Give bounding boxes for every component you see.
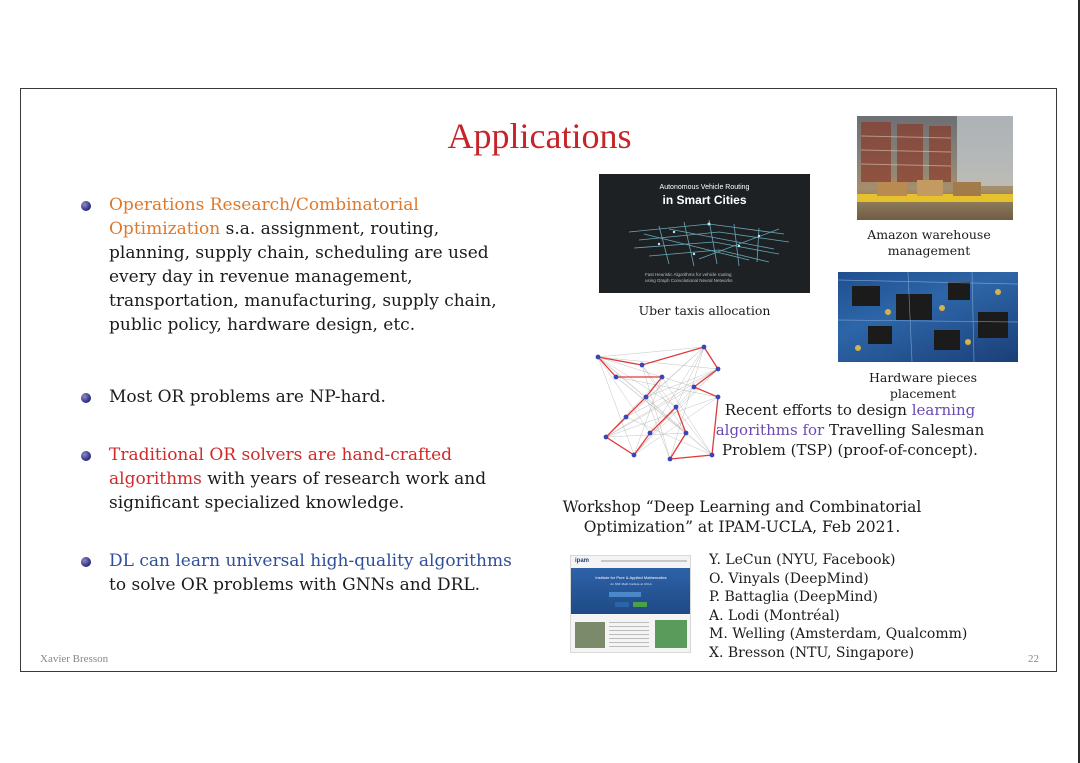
speaker-item: X. Bresson (NTU, Singapore)	[709, 644, 915, 661]
bullet-or-applications	[81, 193, 521, 337]
bullet-text: with years of research work and significant specialized knowledge.	[109, 469, 487, 513]
tsp-text-1: Recent efforts to design	[724, 401, 912, 419]
bullet-icon	[81, 557, 91, 567]
ipam-banner-button-1	[609, 592, 641, 597]
ipam-banner-sub: An NSF Math Institute at UCLA	[610, 582, 652, 586]
hardware-image	[838, 272, 1018, 362]
bullet-highlight: DL can learn universal high-quality algorithms	[109, 551, 512, 571]
bullet-text: Most OR problems are NP-hard.	[109, 387, 386, 407]
bullet-highlight: Traditional OR solvers are hand-crafted algorithms	[109, 445, 453, 489]
workshop-text: Workshop “Deep Learning and Combinatorial Optimization” at IPAM-UCLA, Feb 2021.	[562, 498, 922, 536]
bullet-traditional-solvers	[81, 443, 521, 515]
bullet-icon	[81, 451, 91, 461]
ipam-banner-button-2	[615, 602, 629, 607]
tsp-highlight: learning algorithms for	[715, 401, 976, 439]
smart-cities-title-1: Autonomous Vehicle Routing	[659, 184, 750, 191]
amazon-caption-1: Amazon warehouse	[867, 227, 991, 242]
bullet-icon	[81, 201, 91, 211]
speaker-item: O. Vinyals (DeepMind)	[709, 570, 869, 587]
bullet-list	[81, 193, 521, 631]
tsp-text-2: Travelling Salesman Problem (TSP) (proof-of-concept).	[722, 421, 985, 459]
smart-cities-image	[599, 174, 810, 293]
ipam-text-lines	[609, 622, 649, 648]
ipam-nav	[601, 560, 687, 562]
bullet-np-hard	[81, 385, 521, 409]
smart-cities-title-2: in Smart Cities	[662, 193, 747, 207]
ipam-banner-title: Institute for Pure & Applied Mathematics	[595, 575, 667, 580]
speaker-item: P. Battaglia (DeepMind)	[709, 589, 878, 606]
smart-cities-sub-2: using Graph Convolutional Neural Networks	[645, 278, 733, 283]
ipam-thumb-1	[575, 622, 605, 648]
tsp-description	[715, 400, 985, 460]
ipam-banner	[571, 568, 690, 614]
speaker-item: M. Welling (Amsterdam, Qualcomm)	[709, 626, 968, 643]
bullet-text: to solve OR problems with GNNs and DRL.	[109, 575, 481, 595]
ipam-website-image	[570, 555, 691, 653]
hardware-caption: Hardware pieces placement	[868, 370, 978, 401]
warehouse-graphic	[857, 116, 1013, 220]
ipam-thumb-2	[655, 620, 687, 648]
slide-title: Applications	[447, 116, 632, 156]
bullet-highlight: Operations Research/Combinatorial Optimization	[109, 195, 419, 239]
speaker-item: Y. LeCun (NYU, Facebook)	[709, 552, 896, 568]
page-number: 22	[1028, 653, 1039, 665]
bullet-dl-learn	[81, 549, 521, 597]
speaker-item: A. Lodi (Montréal)	[709, 607, 840, 624]
ipam-logo: ipam	[575, 558, 590, 564]
uber-caption: Uber taxis allocation	[638, 303, 771, 318]
tsp-graph	[586, 337, 731, 472]
slide	[20, 88, 1057, 672]
bullet-text: s.a. assignment, routing, planning, supply chain, scheduling are used every day in revenue management, transportation, manufacturing, supply chain, public policy, hardware design, etc.	[109, 219, 497, 335]
bullet-icon	[81, 393, 91, 403]
ipam-banner-button-3	[633, 602, 647, 607]
speaker-list	[709, 551, 967, 663]
tsp-graph-drawing	[586, 337, 731, 472]
amazon-caption-2: management	[887, 243, 971, 258]
smart-cities-sub-1: Fast Heuristic Algorithms for vehicle routing	[645, 272, 732, 277]
circuit-board-graphic	[838, 272, 1018, 362]
warehouse-image	[857, 116, 1013, 220]
footer-author: Xavier Bresson	[40, 653, 109, 665]
